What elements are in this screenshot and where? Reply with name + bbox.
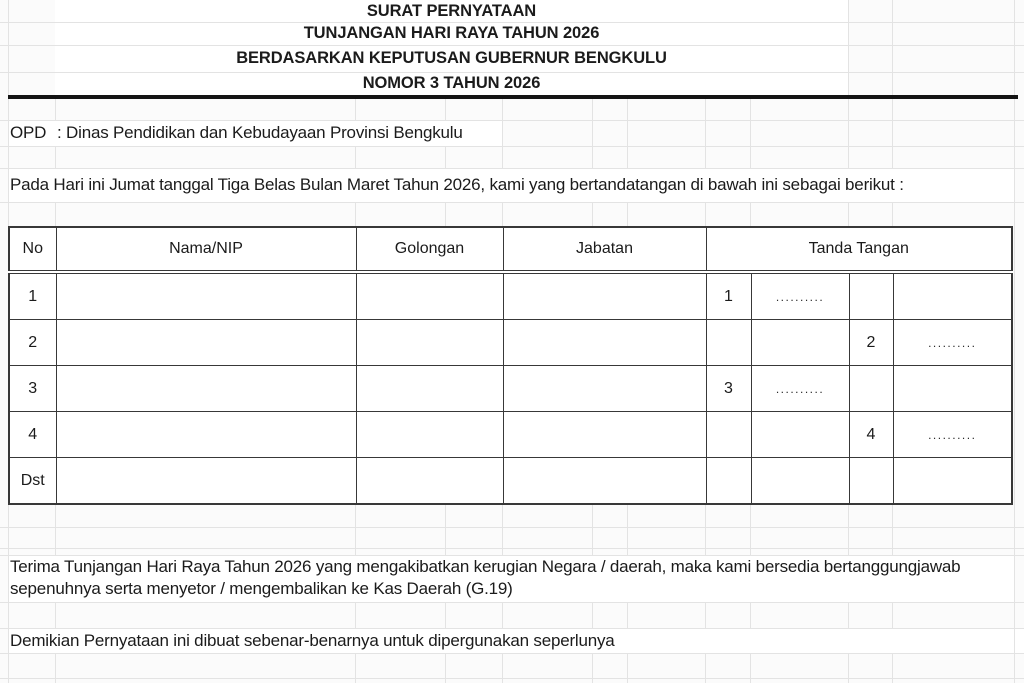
cell-no: 2 bbox=[9, 320, 56, 366]
clause-text bbox=[10, 556, 960, 600]
signature-table bbox=[8, 226, 1013, 505]
cell-tt-signature[interactable]: .......... bbox=[751, 366, 849, 412]
cell-no: 3 bbox=[9, 366, 56, 412]
col-header-no: No bbox=[9, 227, 56, 272]
cell-tt-number[interactable]: 1 bbox=[706, 272, 751, 320]
cell-no: Dst bbox=[9, 458, 56, 505]
col-header-nama-nip: Nama/NIP bbox=[56, 227, 356, 272]
title-line-2: TUNJANGAN HARI RAYA TAHUN 2026 bbox=[303, 24, 600, 42]
cell-tt-signature[interactable] bbox=[751, 412, 849, 458]
cell-tt-signature[interactable]: .......... bbox=[893, 320, 1012, 366]
grid-line-h bbox=[0, 548, 1024, 549]
clause-line-2: sepenuhnya serta menyetor / mengembalikan ke Kas Daerah (G.19) bbox=[10, 579, 513, 598]
cell-nama[interactable] bbox=[56, 272, 356, 320]
col-header-tanda-tangan: Tanda Tangan bbox=[706, 227, 1012, 272]
cell-golongan[interactable] bbox=[356, 458, 503, 505]
title-line-4: NOMOR 3 TAHUN 2026 bbox=[362, 74, 541, 92]
grid-line-h bbox=[0, 202, 1024, 203]
col-header-jabatan: Jabatan bbox=[503, 227, 706, 272]
cell-jabatan[interactable] bbox=[503, 366, 706, 412]
intro-text: Pada Hari ini Jumat tanggal Tiga Belas Bulan Maret Tahun 2026, kami yang bertandatangan di bawah ini sebagai berikut : bbox=[10, 175, 904, 194]
table-row bbox=[9, 320, 1012, 366]
cell-golongan[interactable] bbox=[356, 272, 503, 320]
cell-golongan[interactable] bbox=[356, 320, 503, 366]
cell-tt-number[interactable]: 2 bbox=[849, 320, 893, 366]
table-row bbox=[9, 458, 1012, 505]
table-row bbox=[9, 366, 1012, 412]
grid-line-h bbox=[0, 527, 1024, 528]
opd-value: : Dinas Pendidikan dan Kebudayaan Provinsi Bengkulu bbox=[57, 123, 463, 142]
opd-row bbox=[10, 120, 463, 146]
cell-nama[interactable] bbox=[56, 458, 356, 505]
cell-tt-number[interactable]: 3 bbox=[706, 366, 751, 412]
cell-tt-signature[interactable]: .......... bbox=[751, 272, 849, 320]
title-line-3: BERDASARKAN KEPUTUSAN GUBERNUR BENGKULU bbox=[236, 49, 667, 67]
cell-nama[interactable] bbox=[56, 412, 356, 458]
cell-nama[interactable] bbox=[56, 366, 356, 412]
cell-tt-number[interactable]: 4 bbox=[849, 412, 893, 458]
cell-tt-number[interactable] bbox=[849, 366, 893, 412]
cell-nama[interactable] bbox=[56, 320, 356, 366]
cell-jabatan[interactable] bbox=[503, 412, 706, 458]
cell-tt-signature[interactable] bbox=[751, 320, 849, 366]
grid-line-h bbox=[0, 678, 1024, 679]
grid-line-h bbox=[0, 602, 1024, 603]
cell-tt-signature[interactable] bbox=[893, 272, 1012, 320]
cell-tt-signature[interactable]: .......... bbox=[893, 412, 1012, 458]
header-divider-line bbox=[8, 95, 1018, 99]
table-row bbox=[9, 412, 1012, 458]
cell-jabatan[interactable] bbox=[503, 458, 706, 505]
cell-no: 4 bbox=[9, 412, 56, 458]
cell-golongan[interactable] bbox=[356, 366, 503, 412]
cell-tt-number[interactable] bbox=[706, 320, 751, 366]
col-header-golongan: Golongan bbox=[356, 227, 503, 272]
cell-jabatan[interactable] bbox=[503, 320, 706, 366]
cell-tt-signature[interactable] bbox=[893, 366, 1012, 412]
cell-tt-number[interactable] bbox=[849, 272, 893, 320]
table-header-row bbox=[9, 227, 1012, 272]
opd-label: OPD bbox=[10, 123, 47, 142]
clause-line-1: Terima Tunjangan Hari Raya Tahun 2026 yang mengakibatkan kerugian Negara / daerah, maka kami bersedia bertanggungjawab bbox=[10, 557, 961, 576]
cell-jabatan[interactable] bbox=[503, 272, 706, 320]
cell-no: 1 bbox=[9, 272, 56, 320]
table-row bbox=[9, 272, 1012, 320]
cell-tt-signature[interactable] bbox=[893, 458, 1012, 505]
title-line-1: SURAT PERNYATAAN bbox=[366, 2, 537, 20]
cell-tt-signature[interactable] bbox=[751, 458, 849, 505]
cell-tt-number[interactable] bbox=[706, 412, 751, 458]
cell-tt-number[interactable] bbox=[706, 458, 751, 505]
grid-line-v bbox=[1014, 0, 1015, 683]
cell-tt-number[interactable] bbox=[849, 458, 893, 505]
grid-line-h bbox=[0, 146, 1024, 147]
cell-golongan[interactable] bbox=[356, 412, 503, 458]
closing-text: Demikian Pernyataan ini dibuat sebenar-benarnya untuk dipergunakan seperlunya bbox=[10, 631, 615, 650]
grid-line-h bbox=[0, 653, 1024, 654]
